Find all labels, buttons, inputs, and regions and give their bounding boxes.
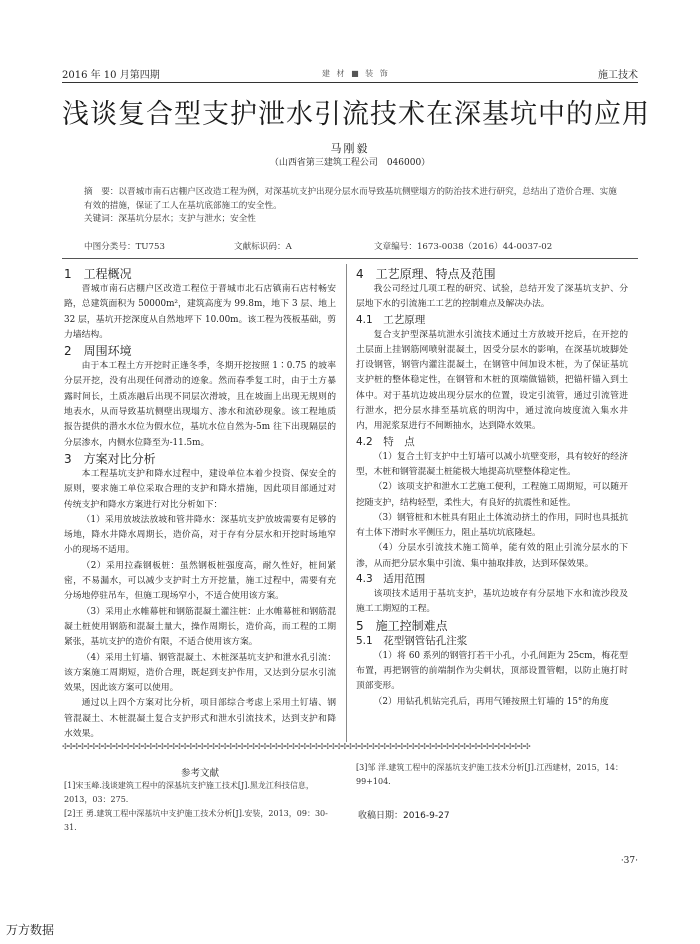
reference-item: [2]王 勇.建筑工程中深基坑中支护施工技术分析[J].安装，2013，09：30-31.	[64, 809, 328, 832]
affiliation: （山西省第三建筑工程公司 046000）	[269, 158, 431, 168]
issue-label: 2016 年 10 月第四期	[62, 70, 160, 81]
paragraph: （2）该项支护和泄水工艺施工便利，工程施工周期短，可以随开挖随支护，结构轻型，柔性大，有良好的抗震性和延性。	[356, 482, 628, 508]
section-4-heading: 4 工艺原理、特点及范围	[356, 267, 496, 281]
paragraph: 通过以上四个方案对比分析，项目部综合考虑上采用土钉墙、钢管混凝土、木桩混凝土复合支护形式和泄水引流技术，达到支护和降水效果。	[64, 698, 336, 740]
classification-line	[84, 240, 624, 253]
section-2-heading: 2 周围环境	[64, 344, 132, 359]
paragraph: 本工程基坑支护和降水过程中，建设单位本着少投资、保安全的原则，要求施工单位采取合理的支护和降水措施，因此项目部通过对传统支护和降水方案进行对比分析如下：	[64, 468, 336, 510]
document-code: 文献标识码：A	[234, 242, 292, 252]
paragraph: （1）复合土钉支护中土钉墙可以减小坑壁变形，具有较好的经济型，木桩和钢管混凝土桩能极大地提高坑壁整体稳定性。	[356, 451, 628, 477]
section-4-3-heading: 4.3 适用范围	[356, 573, 426, 586]
references-heading: 参考文献	[180, 768, 219, 779]
clc-number: 中图分类号：TU753	[84, 242, 165, 252]
keywords: 关键词：深基坑分层水；支护与泄水；安全性	[84, 214, 256, 224]
paragraph: 晋城市南石店棚户区改造工程位于晋城市北石店镇南石店村畅安路，总建筑面积为 50000m²，建筑高度为 99.8m，地下 3 层、地上 32 层，基坑开挖深度从自然地坪下 10.00m。该工程为筏板基础，剪力墙结构。	[64, 284, 336, 340]
reference-item: [1]宋玉峰.浅谈建筑工程中的深基坑支护施工技术[J].黑龙江科技信息，2013，03：275.	[64, 781, 314, 804]
article-title: 浅谈复合型支护泄水引流技术在深基坑中的应用	[62, 99, 650, 130]
abstract-rule	[62, 258, 638, 259]
section-1-heading: 1 工程概况	[64, 267, 132, 281]
references-list	[64, 779, 336, 835]
received-date: 收稿日期：2016-9-27	[358, 811, 450, 821]
paragraph: （3）钢管桩和木桩具有阻止土体流动挤土的作用，同时也具抵抗有土体下滑时水平侧压力，阻止基坑坑底隆起。	[356, 512, 628, 539]
left-column	[64, 266, 336, 742]
column-divider	[346, 264, 347, 742]
section-5-heading: 5 施工控制难点	[356, 618, 448, 633]
abstract-text: 摘 要：以晋城市南石店棚户区改造工程为例，对深基坑支护出现分层水而导致基坑侧壁塌方的防治技术进行研究，总结出了造价合理、实施有效的措施，保证了工人在基坑底部施工的安全性。	[84, 187, 617, 211]
paragraph: （2）采用拉森钢板桩：虽然钢板桩强度高，耐久性好，桩间紧密，不易漏水，可以减少支护时土方开挖量，施工过程中，需要有充分场地停驻吊车，但施工现场窄小，不适合使用该方案。	[64, 560, 336, 602]
page-number: ·37·	[620, 856, 638, 866]
decorative-border: ✣✣✣✣✣✣✣✣✣✣✣✣✣✣✣✣✣✣✣✣✣✣✣✣✣✣✣✣✣✣✣✣✣✣✣✣✣✣✣✣✣✣✣✣✣✣✣✣✣✣✣✣✣✣✣✣✣✣✣✣✣✣✣✣✣✣✣✣✣✣✣✣✣✣✣✣✣✣✣✣✣✣	[62, 743, 530, 751]
paragraph: （4）采用土钉墙、钢管混凝土、木桩深基坑支护和泄水孔引流：该方案施工周期短，造价合理，既起到支护作用，又达到分层水引流效果，因此该方案可以使用。	[64, 652, 336, 694]
paragraph: （1）将 60 系列的钢管打若干小孔，小孔间距为 25cm，梅花型布置，再把钢管的前端制作为尖刺状，顶部设置管帽，以防止施打时顶部变形。	[356, 650, 628, 692]
paragraph: 该项技术适用于基坑支护，基坑边坡存有分层地下水和流沙段及施工工期短的工程。	[356, 589, 628, 615]
paragraph: （3）采用止水帷幕桩和钢筋混凝土灌注桩：止水帷幕桩和钢筋混凝土桩使用钢筋和混凝土量大，操作周期长，造价高，而工程的工期紧张，基坑支护的造价有限，不适合使用该方案。	[64, 606, 336, 648]
footer-brand: 万方数据	[6, 923, 55, 937]
right-column	[356, 266, 628, 710]
article-number: 文章编号：1673-0038（2016）44-0037-02	[374, 242, 553, 252]
journal-name: 建 材 ■ 装 饰	[322, 69, 390, 78]
paragraph: （4）分层水引流技术施工简单，能有效的阻止引流分层水的下渗，从而把分层水集中引流、集中抽取排放，达到环保效果。	[356, 543, 628, 569]
paragraph: 由于本工程土方开挖时正逢冬季，冬期开挖按照 1∶0.75 的坡率分层开挖，没有出现任何滑动的迹象。然而春季复工时，由于土方暴露时间长，土质冻融后出现不同层次滑坡，且在坡面上出现无规则的地表水，从而导致基坑侧壁出现塌方、渗水和流砂现象。该工程地质报告提供的潜水水位为假水位，基坑水位自然为-5m 往下出现隔层的分层渗水，内侧水位降至为-11.5m。	[64, 361, 336, 448]
reference-item: [3]邹 洋.建筑工程中的深基坑支护施工技术分析[J].江西建材，2015，14：99+104.	[356, 763, 623, 786]
paragraph: （1）采用放坡法放坡和管井降水：深基坑支护放坡需要有足够的场地，降水井降水周期长，造价高，对于存有分层水和开挖时场地窄小的现场不适用。	[64, 514, 336, 556]
section-3-heading: 3 方案对比分析	[64, 451, 156, 466]
section-4-1-heading: 4.1 工艺原理	[356, 313, 426, 326]
section-4-2-heading: 4.2 特 点	[356, 435, 415, 448]
header-rule	[62, 82, 638, 83]
section-label: 施工技术	[598, 70, 638, 81]
paragraph: 复合支护型深基坑泄水引流技术通过土方放坡开挖后，在开挖的土层面上挂钢筋网喷射混凝土，因受分层水的影响，在深基坑坡脚处打设钢管，钢管内灌注混凝土，在钢管中间加设木桩，为了保证基坑支护桩的整体稳定性，在钢管和木桩的顶端做锚锁，把锚杆锚入到土体中。对于基坑边坡出现分层水的位置，设定引流管，通过引流管进行泄水，把分层水排至基坑底的明沟中，通过流向坡度流入集水井内，用泥浆泵进行不间断抽水，达到降水效果。	[356, 329, 628, 432]
references-list-continued	[356, 761, 628, 789]
running-header	[62, 66, 638, 82]
abstract	[84, 186, 624, 227]
author: 马刚毅	[330, 142, 370, 155]
section-5-1-heading: 5.1 花型钢管钻孔注浆	[356, 634, 468, 647]
paragraph: 我公司经过几项工程的研究、试验，总结开发了深基坑支护、分层地下水的引流施工工艺的控制难点及解决办法。	[356, 284, 628, 310]
paragraph: （2）用钻孔机钻完孔后，再用气锤按照土钉墙的 15°的角度	[373, 696, 609, 707]
